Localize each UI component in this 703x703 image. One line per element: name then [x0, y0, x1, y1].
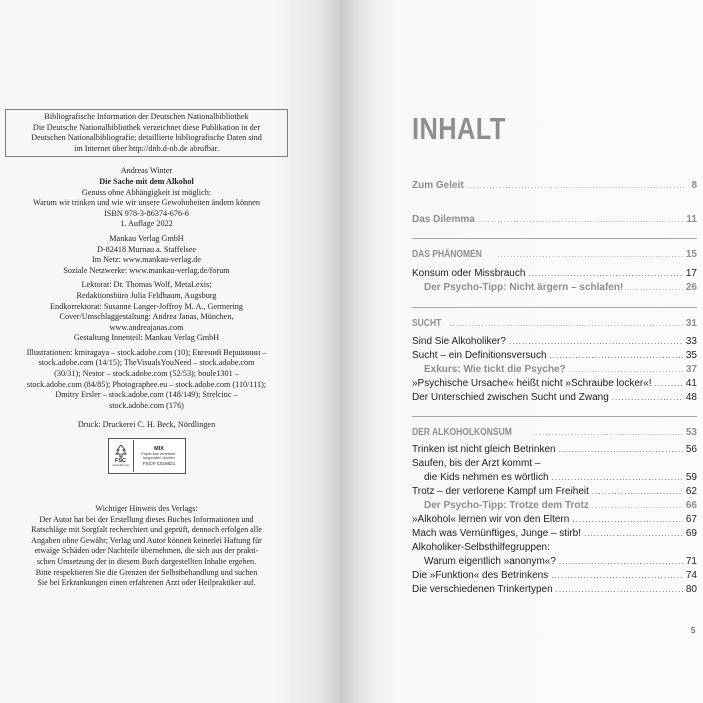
publisher-line: Soziale Netzwerke: www.mankau-verlag.de/forum — [63, 265, 230, 275]
bibliographic-info-box — [5, 109, 288, 157]
toc-entry — [412, 378, 697, 392]
toc-entry-page: 31 — [685, 318, 697, 329]
toc-entry-page: 59 — [685, 472, 697, 483]
edition: 1. Auflage 2022 — [120, 219, 173, 229]
illustration-line: (30/31); Nestor – stock.adobe.com (52/53); boule1301 – — [54, 369, 239, 379]
toc-entry — [412, 180, 697, 194]
credit-line: Endkorrektorat: Susanne Langer-Joffroy M. A., Germering — [50, 301, 243, 311]
toc-entry — [412, 528, 697, 542]
tree-icon — [114, 445, 128, 458]
credit-line: Lektorat: Dr. Thomas Wolf, MetaLexis; — [81, 280, 212, 290]
toc-entry-label: Warum eigentlich »anonym«? — [424, 556, 556, 567]
toc-entry — [412, 486, 697, 500]
toc-entry-page: 66 — [685, 500, 697, 511]
fsc-url: www.fsc.org — [112, 463, 129, 468]
credit-line: www.andreajanas.com — [109, 322, 184, 332]
toc-entry — [412, 350, 697, 364]
toc-entry-page: 33 — [685, 336, 697, 347]
toc-entry-page: 35 — [685, 350, 697, 361]
notice-line: etwaige Schäden oder Nachteile übernehmen, die sich aus der prakti- — [34, 546, 259, 556]
toc-entry — [412, 444, 697, 458]
credit-line: Cover/Umschlaggestaltung: Andrea Janas, München, — [59, 312, 234, 322]
print-info: Druck: Druckerei C. H. Beck, Nördlingen — [77, 420, 216, 430]
toc-chapter — [412, 427, 697, 441]
section-divider — [412, 416, 697, 417]
illustration-line: Dmitry Ersler – stock.adobe.com (148/149); Strelciuc – — [55, 390, 238, 400]
toc-entry-page: 8 — [691, 180, 697, 191]
toc-title: INHALT — [412, 111, 506, 146]
illustration-line: stock.adobe.com (84/85); Photographee.eu – stock.adobe.com (110/111); — [26, 379, 267, 389]
toc-entry-label: Zum Geleit — [412, 180, 464, 191]
toc-entry-label: Sind Sie Alkoholiker? — [412, 336, 506, 347]
biblio-line: im Internet über http://dnb.d-nb.de abrufbar. — [74, 143, 219, 153]
toc-entry-label: Exkurs: Wie tickt die Psyche? — [424, 364, 566, 375]
author: Andreas Winter — [120, 166, 173, 176]
subtitle: Warum wir trinken und wie wir unsere Gewohnheiten ändern können — [33, 198, 260, 208]
toc-entry — [412, 514, 697, 528]
credits — [5, 280, 288, 344]
fsc-code: FSC® C019821 — [142, 460, 176, 466]
toc-entry-page: 17 — [685, 268, 697, 279]
notice-heading: Wichtiger Hinweis des Verlags: — [95, 504, 198, 514]
toc-entry-label: Konsum oder Missbrauch — [412, 268, 526, 279]
credit-line: Gestaltung Innenteil: Mankau Verlag GmbH — [73, 333, 220, 343]
toc-entry — [412, 458, 697, 472]
toc-entry-label: DER ALKOHOLKONSUM — [412, 427, 512, 438]
toc-entry-page: 71 — [685, 556, 697, 567]
publisher-info — [5, 234, 288, 276]
fsc-tree-icon — [109, 440, 134, 472]
fsc-logo-text: FSC — [115, 458, 126, 465]
isbn: ISBN 978-3-86374-676-6 — [104, 208, 189, 218]
publisher-line: D-82418 Murnau a. Staffelsee — [97, 244, 196, 254]
page-number: 5 — [691, 626, 696, 635]
credit-line: Redaktionsbüro Julia Feldbaum, Augsburg — [76, 290, 217, 300]
toc-entry-label: SUCHT — [412, 318, 442, 329]
toc-entry-label: Trotz – der verlorene Kampf um Freiheit — [412, 486, 589, 497]
notice-line: Ratschläge mit Sorgfalt recherchiert und geprüft, dennoch erfolgen alle — [31, 525, 262, 535]
toc-entry — [412, 364, 697, 378]
toc-entry-page: 15 — [685, 249, 697, 260]
toc-entry-page: 67 — [685, 514, 697, 525]
toc-entry-label: die Kids nehmen es wörtlich — [424, 472, 549, 483]
fsc-text: tungsvollen Quellen — [143, 455, 175, 460]
toc-entry-page: 74 — [685, 570, 697, 581]
toc-entry-label: Sucht – ein Definitionsversuch — [412, 350, 547, 361]
toc-chapter — [412, 249, 697, 263]
toc-entry — [412, 584, 697, 598]
toc-entry-label: Die verschiedenen Trinkertypen — [412, 584, 553, 595]
section-divider — [412, 307, 697, 308]
publisher-line: Im Netz: www.mankau-verlag.de — [91, 255, 202, 265]
illustration-line: stock.adobe.com (176) — [109, 400, 184, 410]
notice-line: Sie bei Erkrankungen einen erfahrenen Arzt oder Heilpraktiker auf. — [37, 578, 256, 588]
publisher-notice — [5, 504, 288, 589]
toc-entry-label: DAS PHÄNOMEN — [412, 249, 482, 260]
book-info — [5, 166, 288, 230]
toc-entry-page: 56 — [685, 444, 697, 455]
toc-chapter — [412, 318, 697, 332]
toc-entry — [412, 542, 697, 556]
book-title: Die Sache mit dem Alkohol — [99, 176, 194, 186]
section-divider — [412, 238, 697, 239]
notice-line: Bitte respektieren Sie die Grenzen der Selbstbehandlung und suchen — [35, 567, 258, 577]
toc-entry-label: Mach was Vernünftiges, Junge – stirb! — [412, 528, 581, 539]
toc-entry-label: »Alkohol« lernen wir von den Eltern — [412, 514, 570, 525]
toc-entry-label: Das Dilemma — [412, 214, 475, 225]
toc-entry-label: Die »Funktion« des Betrinkens — [412, 570, 549, 581]
biblio-line: Deutschen Nationalbibliografie; detaillierte bibliografische Daten sind — [31, 133, 262, 143]
fsc-details — [134, 446, 185, 467]
toc-entry-label: Der Unterschied zwischen Sucht und Zwang — [412, 392, 609, 403]
toc-entry-label: Trinken ist nicht gleich Betrinken — [412, 444, 556, 455]
notice-line: Der Autor hat bei der Erstellung dieses Buches Informationen und — [39, 514, 254, 524]
notice-line: schen Umsetzung der in diesem Buch dargestellten Inhalte ergeben. — [36, 557, 257, 566]
toc-entry — [412, 570, 697, 584]
toc-entry — [412, 556, 697, 570]
toc-entry-label: Alkoholiker-Selbsthilfegruppen: — [412, 542, 550, 553]
toc-entry-page: 80 — [685, 584, 697, 595]
toc-entry-label: »Psychische Ursache« heißt nicht »Schraube locker«! — [412, 378, 652, 389]
publisher-line: Mankau Verlag GmbH — [109, 233, 184, 243]
biblio-line: Die Deutsche Nationalbibliothek verzeichnet diese Publikation in der — [32, 122, 261, 132]
toc-entry-page: 69 — [685, 528, 697, 539]
toc-entry-page: 53 — [685, 427, 697, 438]
biblio-line: Bibliografische Information der Deutschen Nationalbibliothek — [44, 112, 249, 121]
toc-entry-page: 26 — [685, 282, 697, 293]
toc-entry-page: 62 — [685, 486, 697, 497]
toc-entry — [412, 472, 697, 486]
fsc-label — [108, 438, 186, 474]
toc-entry-page: 11 — [686, 214, 697, 225]
toc-entry — [412, 500, 697, 514]
illustration-credits — [5, 348, 288, 412]
toc-entry-label: Saufen, bis der Arzt kommt – — [412, 458, 541, 469]
toc-entry — [412, 282, 697, 296]
toc-entry — [412, 268, 697, 282]
toc-entry — [412, 392, 697, 406]
toc-entry-page: 48 — [685, 392, 697, 403]
fsc-mix: MIX — [154, 445, 164, 452]
toc-entry — [412, 214, 697, 228]
toc-entry-label: Der Psycho-Tipp: Trotze dem Trotz — [424, 500, 589, 511]
toc-entry-page: 37 — [685, 364, 697, 375]
toc-entry — [412, 336, 697, 350]
illustration-line: stock.adobe.com (14/15); TheVisualsYouNeed – stock.adobe.com — [38, 358, 255, 368]
fsc-text: Papier aus verantwor- — [141, 451, 177, 456]
subtitle: Genuss ohne Abhängigkeit ist möglich: — [81, 187, 212, 197]
illustration-line: Illustrationen: kmiragaya – stock.adobe.com (10); Евгений Вершинин – — [26, 347, 267, 357]
imprint-section — [5, 109, 288, 589]
toc-entry-label: Der Psycho-Tipp: Nicht ärgern – schlafen! — [424, 282, 624, 293]
toc-entry-page: 41 — [685, 378, 697, 389]
notice-line: Angaben ohne Gewähr; Verlag und Autor können keinerlei Haftung für — [31, 535, 262, 545]
